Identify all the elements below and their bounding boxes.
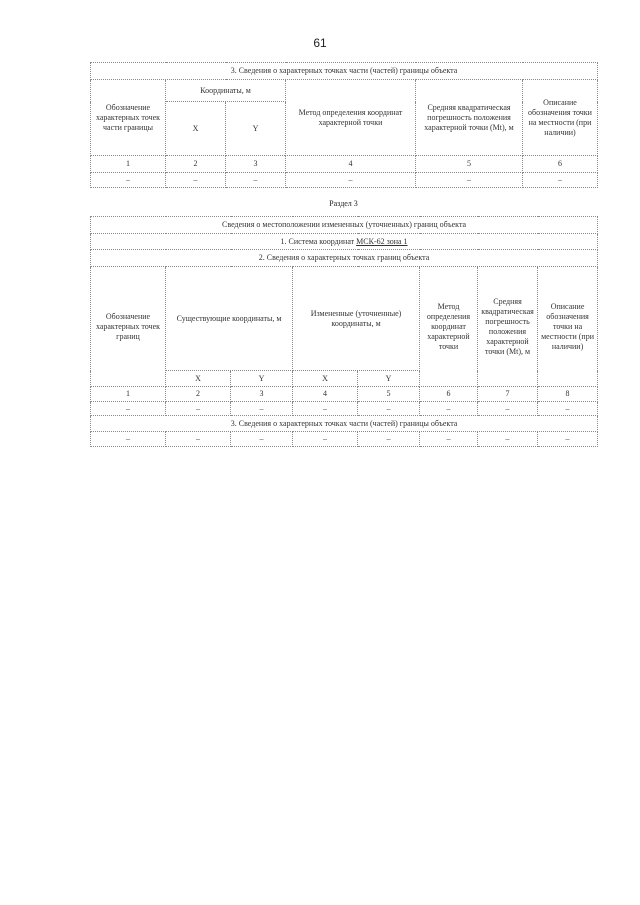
header-y: Y: [231, 371, 293, 387]
table-cell: –: [358, 402, 420, 416]
header-y: Y: [358, 371, 420, 387]
table-cell: –: [293, 402, 358, 416]
header-method: Метод определения координат характерной точки: [286, 80, 416, 156]
table-cell: –: [420, 432, 478, 447]
header-y: Y: [226, 102, 286, 156]
table-cell: –: [91, 173, 166, 188]
column-number: 5: [416, 156, 523, 173]
column-number: 2: [166, 387, 231, 402]
header-description: Описание обозначения точки на местности (при наличии): [523, 80, 598, 156]
table-cell: –: [166, 432, 231, 447]
header-coordinates: Координаты, м: [166, 80, 286, 102]
table-cell: –: [416, 173, 523, 188]
column-number-row: [91, 387, 598, 402]
boundaries-title: Сведения о местоположении измененных (уточненных) границ объекта: [91, 217, 598, 234]
table-cell: –: [231, 432, 293, 447]
table-cell: –: [286, 173, 416, 188]
table-cell: –: [231, 402, 293, 416]
table-cell: –: [293, 432, 358, 447]
column-number: 2: [166, 156, 226, 173]
table-row: [91, 173, 598, 188]
column-number: 6: [523, 156, 598, 173]
table-cell: –: [523, 173, 598, 188]
coordinate-system-value: МСК-62 зона 1: [356, 236, 408, 246]
column-number-row: [91, 156, 598, 173]
column-number: 8: [538, 387, 598, 402]
table-cell: –: [478, 402, 538, 416]
table-cell: –: [420, 402, 478, 416]
coordinate-system-label: 1. Система координат: [280, 236, 357, 246]
column-number: 3: [226, 156, 286, 173]
table-cell: –: [166, 402, 231, 416]
table-cell: –: [358, 432, 420, 447]
header-existing-coords: Существующие координаты, м: [166, 267, 293, 371]
header-x: X: [293, 371, 358, 387]
part-points-caption: 3. Сведения о характерных точках части (частей) границы объекта: [91, 63, 598, 80]
part-points-caption: 3. Сведения о характерных точках части (частей) границы объекта: [91, 416, 598, 432]
header-description: Описание обозначения точки на местности (при наличии): [538, 267, 598, 387]
page-number: 61: [313, 36, 327, 50]
header-point-designation: Обозначение характерных точек границ: [91, 267, 166, 387]
table-cell: –: [166, 173, 226, 188]
header-method: Метод определения координат характерной точки: [420, 267, 478, 387]
header-accuracy: Средняя квадратическая погрешность положения характерной точки (Mt), м: [416, 80, 523, 156]
changed-boundaries-table: [90, 216, 598, 447]
section-title: Раздел 3: [329, 199, 358, 208]
column-number: 4: [293, 387, 358, 402]
part-boundary-points-table: [90, 62, 598, 188]
header-accuracy: Средняя квадратическая погрешность положения характерной точки (Mt), м: [478, 267, 538, 387]
header-x: X: [166, 102, 226, 156]
header-changed-coords: Измененные (уточненные) координаты, м: [293, 267, 420, 371]
table-cell: –: [478, 432, 538, 447]
table-cell: –: [538, 402, 598, 416]
column-number: 3: [231, 387, 293, 402]
table-cell: –: [538, 432, 598, 447]
column-number: 5: [358, 387, 420, 402]
table-row: [91, 432, 598, 447]
table-cell: –: [91, 432, 166, 447]
header-point-designation: Обозначение характерных точек части границы: [91, 80, 166, 156]
coordinate-system: [91, 234, 598, 250]
column-number: 6: [420, 387, 478, 402]
header-x: X: [166, 371, 231, 387]
column-number: 4: [286, 156, 416, 173]
points-caption: 2. Сведения о характерных точках границ объекта: [91, 250, 598, 267]
column-number: 7: [478, 387, 538, 402]
table-cell: –: [226, 173, 286, 188]
column-number: 1: [91, 387, 166, 402]
table-row: [91, 402, 598, 416]
table-cell: –: [91, 402, 166, 416]
column-number: 1: [91, 156, 166, 173]
